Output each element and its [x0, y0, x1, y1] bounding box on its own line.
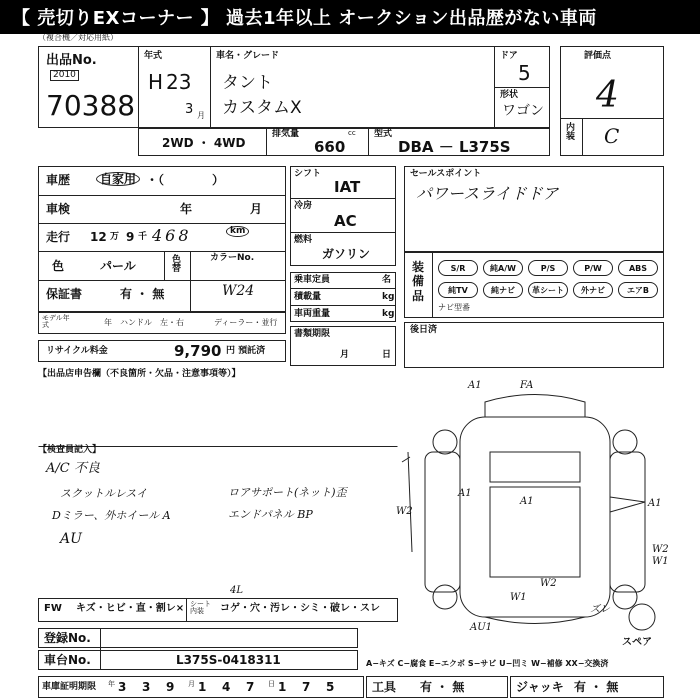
- cert-digit: 4: [222, 680, 231, 694]
- interior-value: C: [604, 124, 620, 148]
- equipment-label: 装備品: [412, 260, 425, 303]
- equipment-item: 革シート: [528, 282, 568, 298]
- damage-label: W1: [652, 556, 669, 567]
- capacity-unit: 名: [382, 275, 392, 285]
- subheader: （複合機／対応用紙）: [38, 33, 118, 42]
- equipment-item: 純TV: [438, 282, 478, 298]
- score-label: 評価点: [584, 51, 612, 61]
- equipment-item: P/S: [528, 260, 568, 276]
- damage-label: W2: [396, 506, 413, 517]
- left-side: [425, 452, 460, 592]
- chassis-label: 車台No.: [44, 653, 91, 667]
- color-change-label: 色替: [172, 255, 182, 274]
- cert-unit: 年: [108, 680, 115, 688]
- damage-mark-right: [610, 497, 645, 512]
- damage-label: W2: [540, 578, 557, 589]
- spare-label: スペア: [622, 637, 652, 648]
- tools-value: 有 ・ 無: [420, 680, 465, 694]
- note-1: A/C 不良: [46, 461, 100, 476]
- model-name: タント: [222, 73, 273, 93]
- aircon-label: 冷房: [294, 201, 313, 211]
- note-6: AU: [60, 531, 82, 547]
- model-label: モデル年式: [42, 314, 70, 329]
- displacement-label: 排気量: [272, 129, 300, 139]
- history-label: 車歴: [46, 173, 71, 187]
- sales-value: パワースライドドア: [416, 184, 559, 203]
- wheel-rear-left: [433, 585, 457, 609]
- equipment-item: ABS: [618, 260, 658, 276]
- reg-label: 登録No.: [44, 631, 91, 645]
- cert-unit: 日: [268, 680, 275, 688]
- damage-label: W2: [652, 544, 669, 555]
- damage-label: A1: [458, 488, 472, 499]
- type-value: DBA － L375S: [398, 138, 511, 156]
- navi-model: ナビ型番: [438, 303, 470, 312]
- wheel-rear-right: [613, 585, 637, 609]
- weight-label: 車両重量: [294, 309, 331, 319]
- banner-text: 【 売切りEXコーナー 】 過去1年以上 オークション出品歴がない車両: [12, 8, 597, 29]
- tools-label: 工具: [372, 680, 397, 694]
- fw-label: FW: [44, 603, 62, 614]
- car-damage-diagram: [390, 372, 680, 642]
- year-month-suffix: 月: [197, 111, 205, 120]
- door-label: ドア: [500, 51, 518, 61]
- note-3: ロアサポート(ネット)歪: [228, 486, 347, 499]
- book-month: 月: [340, 350, 350, 360]
- damage-label: W1: [510, 592, 527, 603]
- seat-label: シート内装: [190, 600, 211, 615]
- aircon-value: AC: [334, 212, 357, 230]
- later-label: 後日済: [410, 325, 438, 335]
- cert-digit: 1: [198, 680, 207, 694]
- interior-label: 内装: [566, 123, 576, 142]
- equipment-item: 純ナビ: [483, 282, 523, 298]
- lot-label: 出品No.: [46, 53, 97, 68]
- roof: [490, 487, 580, 577]
- damage-label: AU1: [470, 622, 493, 633]
- inspector-label: 【検査員記入】: [38, 445, 102, 455]
- notice-label: 【出品店申告欄（不良箇所・欠品・注意事項等）】: [38, 369, 241, 379]
- inspection-month: 月: [250, 202, 263, 216]
- damage-mark-left: [402, 452, 412, 552]
- equipment-item: S/R: [438, 260, 478, 276]
- capacity-label: 乗車定員: [294, 275, 331, 285]
- shape-value: ワゴン: [502, 103, 544, 119]
- equipment-item: エアB: [618, 282, 658, 298]
- wheel-front-right: [613, 430, 637, 454]
- year-month: 3: [185, 102, 194, 117]
- shift-value: IAT: [334, 178, 361, 196]
- warranty-label: 保証書: [46, 287, 83, 301]
- banner: [0, 0, 700, 34]
- lot-year-stamp: 2010: [50, 70, 79, 81]
- lot-number: 70388: [46, 89, 136, 122]
- score-value: 4: [596, 75, 619, 116]
- door-value: 5: [518, 61, 531, 85]
- damage-label: A1: [468, 380, 482, 391]
- shift-label: シフト: [294, 169, 322, 179]
- equipment-item: 外ナビ: [573, 282, 613, 298]
- warranty-value: 有 ・ 無: [120, 287, 165, 301]
- model-dealer: ディーラー・並行: [214, 318, 278, 327]
- sales-label: セールスポイント: [410, 169, 482, 179]
- jack-label: ジャッキ: [516, 680, 564, 694]
- mileage-sen: 9: [126, 230, 135, 244]
- history-value: 自家用: [96, 172, 140, 186]
- cert-digit: 7: [302, 680, 311, 694]
- mileage-label: 走行: [46, 230, 71, 244]
- history-rest: ・（ ）: [146, 173, 225, 187]
- mileage-man-unit: 万: [110, 232, 120, 242]
- year-value: 23: [166, 70, 192, 94]
- jack-value: 有 ・ 無: [574, 680, 619, 694]
- grade-name: カスタムX: [222, 98, 302, 118]
- mileage-man: 12: [90, 230, 107, 244]
- legend: A−キズ C−腐食 E−エクボ S−サビ U−凹ミ W−補修 XX−交換済: [366, 659, 609, 668]
- equipment-item: 純A/W: [483, 260, 523, 276]
- weight-unit: kg: [382, 309, 395, 319]
- cert-label: 車庫証明期限: [42, 682, 97, 692]
- fuel-value: ガソリン: [322, 247, 371, 261]
- right-side: [610, 452, 645, 592]
- inspection-label: 車検: [46, 202, 71, 216]
- cert-digit: 3: [142, 680, 151, 694]
- book-label: 書類期限: [294, 329, 331, 339]
- wheel-front-left: [433, 430, 457, 454]
- cert-unit: 月: [188, 680, 195, 688]
- color-code: W24: [222, 283, 255, 299]
- recycle-value: 9,790: [174, 342, 222, 360]
- name-label: 車名・グレード: [216, 51, 280, 61]
- front-bumper: [485, 395, 585, 418]
- hood: [490, 452, 580, 482]
- chassis-value: L375S-0418311: [176, 653, 281, 667]
- cert-digit: 9: [166, 680, 175, 694]
- type-label: 型式: [374, 129, 393, 139]
- mileage-sen-unit: 千: [138, 232, 148, 242]
- book-day: 日: [382, 350, 392, 360]
- note-2: スクットルレスイ: [60, 487, 148, 500]
- damage-label: FA: [520, 380, 534, 391]
- rear-bumper: [485, 617, 585, 624]
- cert-digit: 5: [326, 680, 335, 694]
- note-5: エンドパネル BP: [228, 508, 313, 521]
- year-label: 年式: [144, 51, 163, 61]
- model-handle: 年 ハンドル 左・右: [104, 318, 184, 327]
- mileage-rest: 468: [152, 226, 192, 245]
- color-value: パール: [100, 259, 136, 273]
- load-unit: kg: [382, 292, 395, 302]
- displacement-unit: cc: [348, 129, 356, 137]
- cert-digit: 1: [278, 680, 287, 694]
- damage-label: A1: [520, 496, 534, 507]
- recycle-label: リサイクル料金: [46, 346, 108, 356]
- cert-digit: 3: [118, 680, 127, 694]
- equipment-item: P/W: [573, 260, 613, 276]
- later-box: [404, 322, 664, 368]
- color-label: 色: [52, 259, 65, 273]
- displacement-value: 660: [314, 138, 346, 156]
- year-era: H: [148, 70, 164, 94]
- spare-tire: [629, 604, 655, 630]
- inspection-year: 年: [180, 202, 193, 216]
- mileage-unit: km: [226, 226, 249, 237]
- car-outline: [460, 417, 610, 617]
- damage-label: ズレ: [590, 604, 610, 615]
- load-label: 積載量: [294, 292, 322, 302]
- cert-digit: 7: [246, 680, 255, 694]
- shape-label: 形状: [500, 90, 519, 100]
- drive-value: 2WD ・ 4WD: [162, 136, 246, 150]
- recycle-unit: 円 預託済: [226, 346, 266, 356]
- seat-value: コゲ・穴・汚レ・シミ・破レ・スレ: [220, 603, 380, 614]
- fw-value: キズ・ヒビ・直・割レ×: [76, 603, 185, 614]
- fuel-label: 燃料: [294, 235, 313, 245]
- fw-note: 4L: [230, 585, 244, 596]
- damage-label: A1: [648, 498, 662, 509]
- color-code-label: カラーNo.: [210, 253, 255, 263]
- note-4: Dミラー、外ホイール A: [52, 509, 171, 522]
